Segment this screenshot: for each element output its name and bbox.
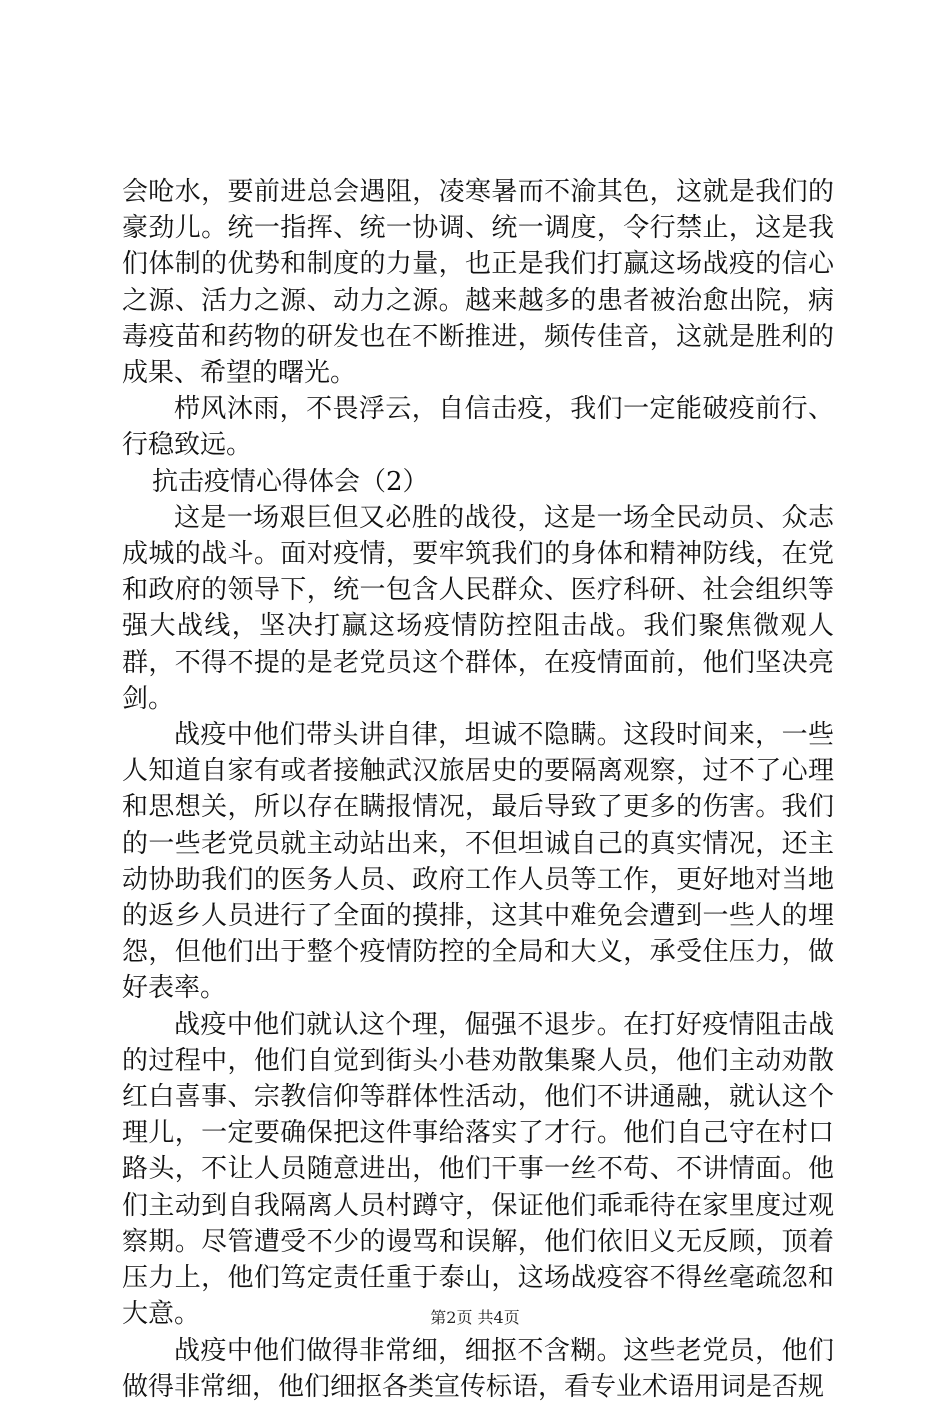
paragraph-closing: 栉风沐雨，不畏浮云，自信击疫，我们一定能破疫前行、行稳致远。	[122, 394, 834, 461]
page-number-footer: 第2页 共4页	[430, 1308, 520, 1327]
paragraph-continued: 会呛水，要前进总会遇阻，凌寒暑而不渝其色，这就是我们的豪劲儿。统一指挥、统一协调、统一调度，令行禁止，这是我们体制的优势和制度的力量，也正是我们打赢这场战疫的信心之源、活力之源、动力之源。越来越多的患者被治愈出院，病毒疫苗和药物的研发也在不断推进，频传佳音，这就是胜利的成果、希望的曙光。	[122, 177, 834, 389]
document-body	[122, 174, 834, 1405]
paragraph-intro: 这是一场艰巨但又必胜的战役，这是一场全民动员、众志成城的战斗。面对疫情，要牢筑我们的身体和精神防线，在党和政府的领导下，统一包含人民群众、医疗科研、社会组织等强大战线，坚决打赢这场疫情防控阻击战。我们聚焦微观人群，不得不提的是老党员这个群体，在疫情面前，他们坚决亮剑。	[122, 502, 834, 714]
section-heading: 抗击疫情心得体会（2）	[152, 466, 429, 497]
paragraph-self-discipline: 战疫中他们带头讲自律，坦诚不隐瞒。这段时间来，一些人知道自家有或者接触武汉旅居史的要隔离观察，过不了心理和思想关，所以存在瞒报情况，最后导致了更多的伤害。我们的一些老党员就主动站出来，不但坦诚自己的真实情况，还主动协助我们的医务人员、政府工作人员等工作，更好地对当地的返乡人员进行了全面的摸排，这其中难免会遭到一些人的埋怨，但他们出于整个疫情防控的全局和大义，承受住压力，做好表率。	[122, 720, 834, 1004]
paragraph-detail: 战疫中他们做得非常细，细抠不含糊。这些老党员，他们做得非常细，他们细抠各类宣传标语，看专业术语用词是否规	[122, 1335, 834, 1402]
paragraph-persistence: 战疫中他们就认这个理，倔强不退步。在打好疫情阻击战的过程中，他们自觉到街头小巷劝散集聚人员，他们主动劝散红白喜事、宗教信仰等群体性活动，他们不讲通融，就认这个理儿，一定要确保把这件事给落实了才行。他们自己守在村口路头，不让人员随意进出，他们干事一丝不苟、不讲情面。他们主动到自我隔离人员村蹲守，保证他们乖乖待在家里度过观察期。尽管遭受不少的谩骂和误解，他们依旧义无反顾，顶着压力上，他们笃定责任重于泰山，这场战疫容不得丝毫疏忽和大意。	[122, 1009, 834, 1330]
